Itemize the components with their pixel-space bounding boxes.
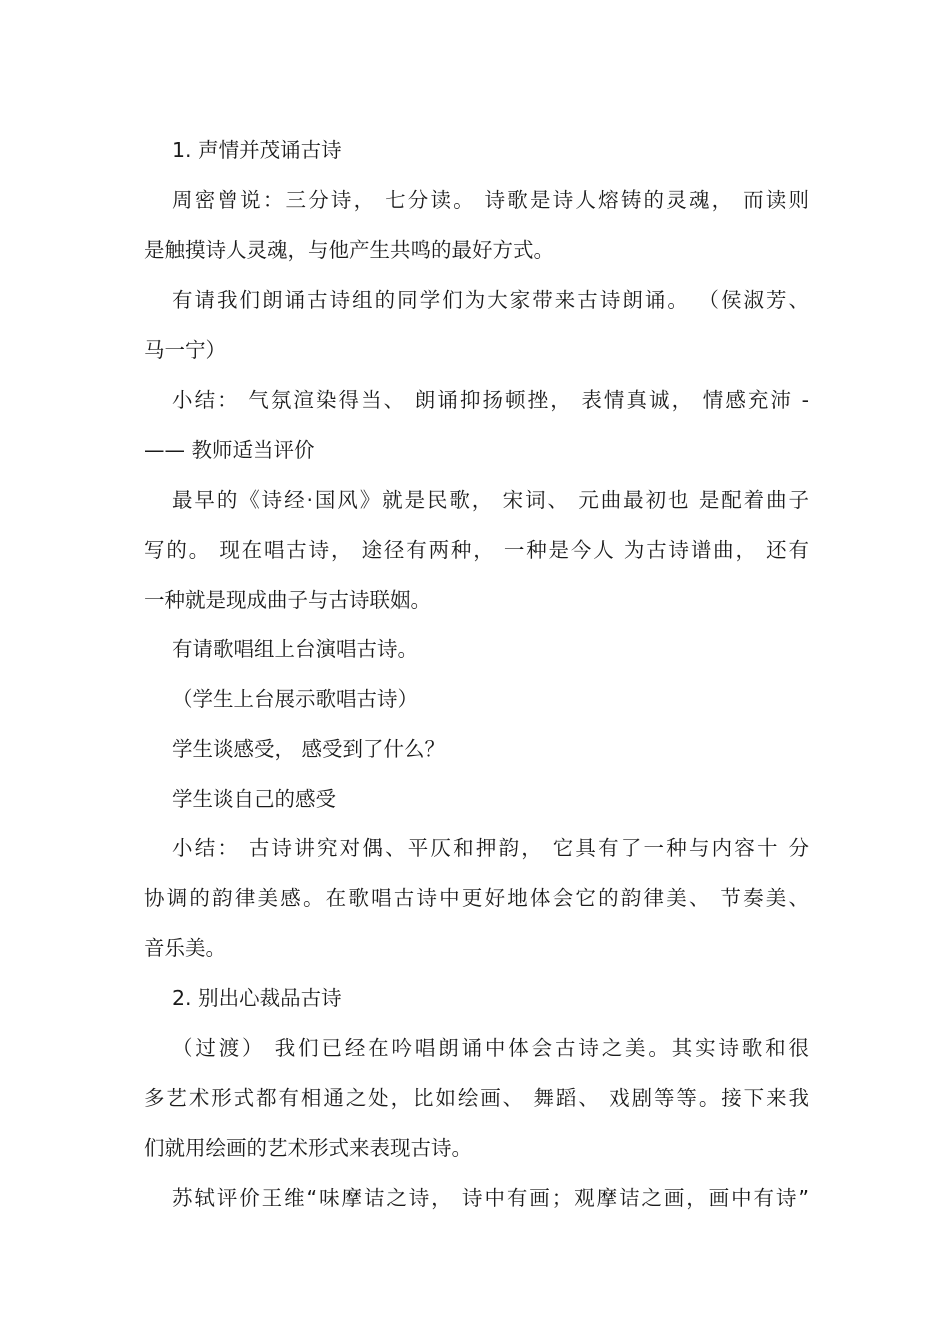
paragraph-line: 多艺术形式都有相通之处，比如绘画、 舞蹈、 戏剧等等。接下来我 (144, 1086, 809, 1110)
section-heading-1: 1. 声情并茂诵古诗 (172, 138, 342, 162)
paragraph-line: 有请我们朗诵古诗组的同学们为大家带来古诗朗诵。 （侯淑芳、 (172, 288, 809, 312)
paragraph-line: 学生谈自己的感受 (172, 787, 336, 811)
paragraph-line: （过渡） 我们已经在吟唱朗诵中体会古诗之美。其实诗歌和很 (172, 1036, 809, 1060)
paragraph-line: 马一宁） (144, 338, 226, 362)
paragraph-line: 小结： 古诗讲究对偶、平仄和押韵， 它具有了一种与内容十 分 (172, 836, 809, 860)
paragraph-line: 周密曾说：三分诗， 七分读。 诗歌是诗人熔铸的灵魂， 而读则 (172, 188, 809, 212)
paragraph-line: 小结： 气氛渲染得当、 朗诵抑扬顿挫， 表情真诚， 情感充沛 - (172, 388, 809, 412)
paragraph-line: 一种就是现成曲子与古诗联姻。 (144, 588, 431, 612)
paragraph-line: 最早的《诗经·国风》就是民歌， 宋词、 元曲最初也 是配着曲子 (172, 488, 809, 512)
paragraph-line: 学生谈感受， 感受到了什么？ (172, 737, 446, 761)
paragraph-line: —— 教师适当评价 (144, 438, 315, 462)
paragraph-line: 协调的韵律美感。在歌唱古诗中更好地体会它的韵律美、 节奏美、 (144, 886, 809, 910)
paragraph-line: 是触摸诗人灵魂，与他产生共鸣的最好方式。 (144, 238, 554, 262)
paragraph-line: 有请歌唱组上台演唱古诗。 (172, 637, 418, 661)
section-heading-2: 2. 别出心裁品古诗 (172, 986, 342, 1010)
paragraph-line: （学生上台展示歌唱古诗） (172, 687, 418, 711)
paragraph-line: 写的。 现在唱古诗， 途径有两种， 一种是今人 为古诗谱曲， 还有 (144, 538, 809, 562)
paragraph-line: 苏轼评价王维“味摩诘之诗， 诗中有画；观摩诘之画，画中有诗” (172, 1186, 809, 1210)
paragraph-line: 们就用绘画的艺术形式来表现古诗。 (144, 1136, 472, 1160)
paragraph-line: 音乐美。 (144, 936, 226, 960)
